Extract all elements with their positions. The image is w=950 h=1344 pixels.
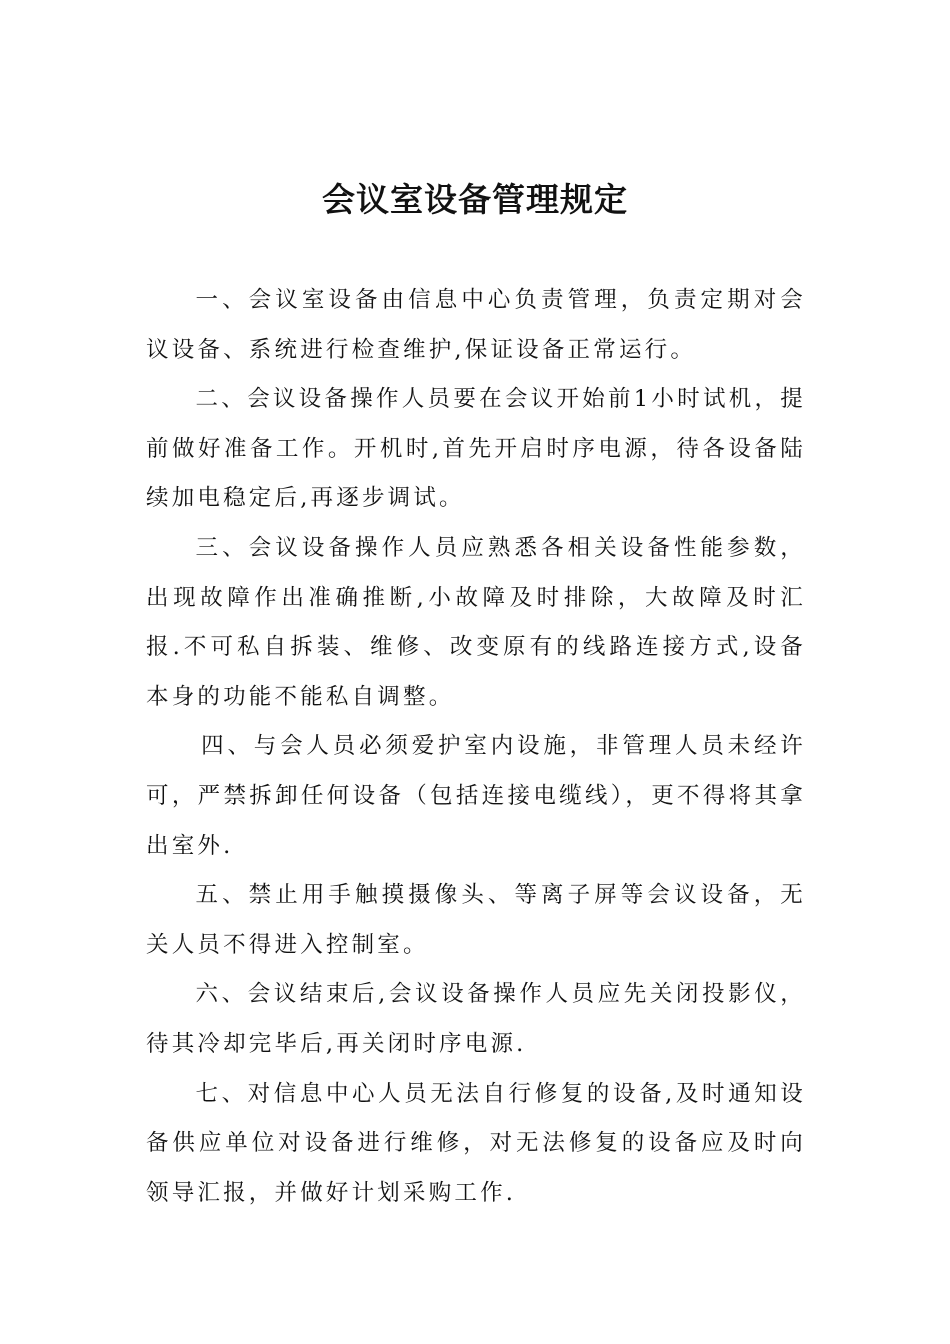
paragraph-1: 一、会议室设备由信息中心负责管理，负责定期对会议设备、系统进行检查维护,保证设备正常运行。	[146, 287, 806, 363]
paragraph-2: 二、会议设备操作人员要在会议开始前1小时试机，提前做好准备工作。开机时,首先开启时序电源，待各设备陆续加电稳定后,再逐步调试。	[146, 386, 806, 512]
paragraph-6: 六、会议结束后,会议设备操作人员应先关闭投影仪，待其冷却完毕后,再关闭时序电源.	[146, 981, 806, 1057]
paragraph-5: 五、禁止用手触摸摄像头、等离子屏等会议设备，无关人员不得进入控制室。	[146, 882, 806, 958]
document-body	[146, 276, 806, 1218]
document-title: 会议室设备管理规定	[322, 180, 628, 219]
paragraph-3: 三、会议设备操作人员应熟悉各相关设备性能参数，出现故障作出准确推断,小故障及时排除，大故障及时汇报.不可私自拆装、维修、改变原有的线路连接方式,设备本身的功能不能私自调整。	[146, 534, 806, 710]
paragraph-4: 四、与会人员必须爱护室内设施，非管理人员未经许可，严禁拆卸任何设备（包括连接电缆线），更不得将其拿出室外.	[146, 733, 806, 859]
paragraph-7: 七、对信息中心人员无法自行修复的设备,及时通知设备供应单位对设备进行维修，对无法修复的设备应及时向领导汇报，并做好计划采购工作.	[146, 1080, 806, 1206]
